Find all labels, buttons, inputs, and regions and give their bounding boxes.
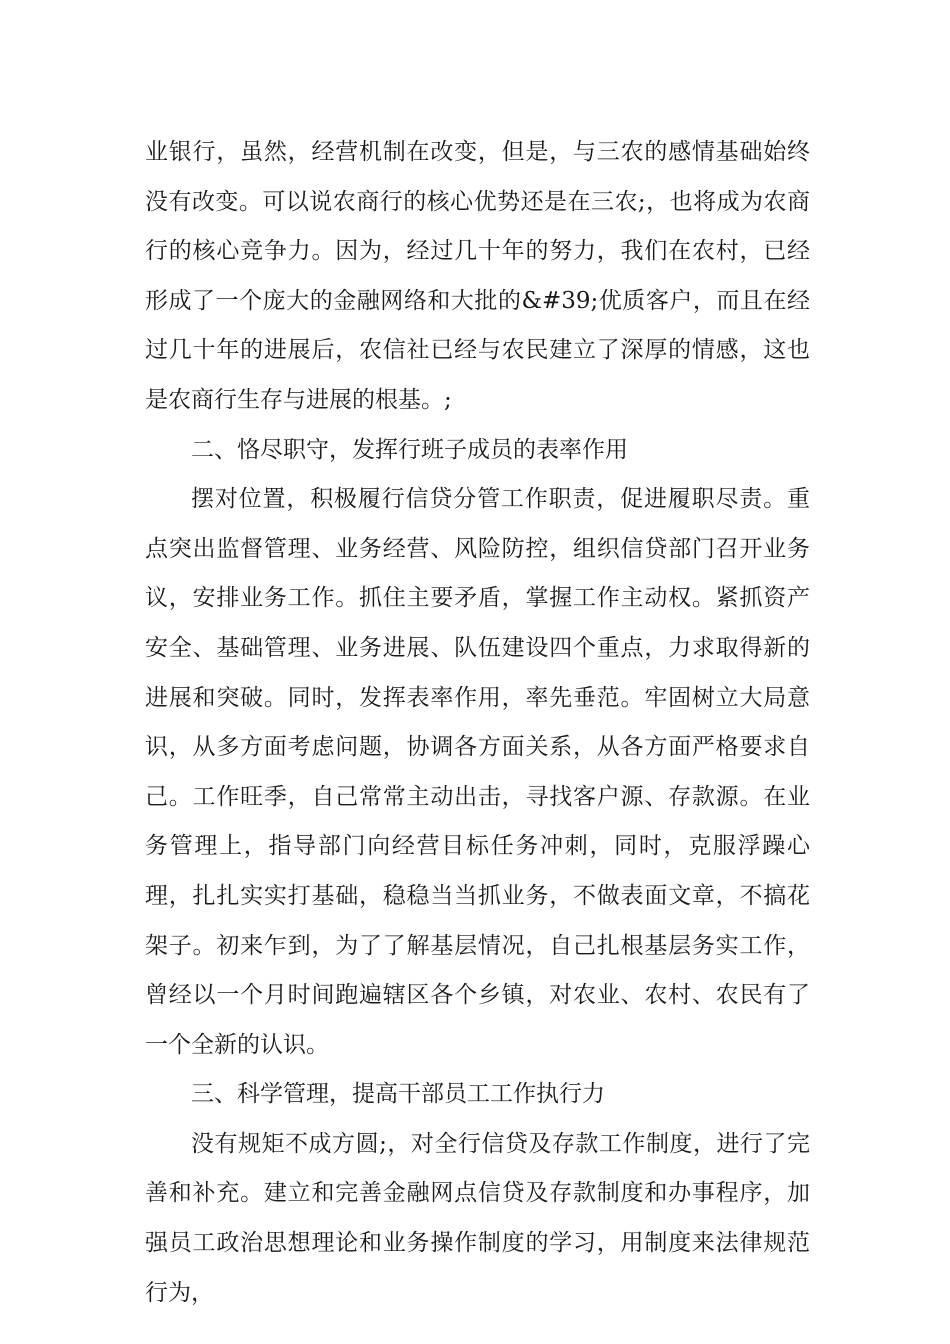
section-heading-2: 二、恪尽职守，发挥行班子成员的表率作用 xyxy=(191,436,628,463)
paragraph-duties: 摆对位置，积极履行信贷分管工作职责，促进履职尽责。重点突出监督管理、业务经营、风险防控，组织信贷部门召开业务议，安排业务工作。抓住主要矛盾，掌握工作主动权。紧抓资产安全、基础管理、业务进展、队伍建设四个重点，力求取得新的进展和突破。同时，发挥表率作用，率先垂范。牢固树立大局意识，从多方面考虑问题，协调各方面关系，从各方面严格要求自己。工作旺季，自己常常主动出击，寻找客户源、存款源。在业务管理上，指导部门向经营目标任务冲刺，同时，克服浮躁心理，扎扎实实打基础，稳稳当当抓业务，不做表面文章，不搞花架子。初来乍到，为了了解基层情况，自己扎根基层务实工作，曾经以一个月时间跑遍辖区各个乡镇，对农业、农村、农民有了一个全新的认识。 xyxy=(145,486,810,1058)
paragraph-continuation: 业银行，虽然，经营机制在改变，但是，与三农的感情基础始终没有改变。可以说农商行的核心优势还是在三农;，也将成为农商行的核心竞争力。因为，经过几十年的努力，我们在农村，已经形成了一个庞大的金融网络和大批的&#39;优质客户，而且在经过几十年的进展后，农信社已经与农民建立了深厚的情感，这也是农商行生存与进展的根基。; xyxy=(145,139,810,413)
section-heading-3: 三、科学管理，提高干部员工工作执行力 xyxy=(191,1081,605,1108)
document-body xyxy=(145,128,810,1318)
paragraph-management: 没有规矩不成方圆;，对全行信贷及存款工作制度，进行了完善和补充。建立和完善金融网点信贷及存款制度和办事程序，加强员工政治思想理论和业务操作制度的学习，用制度来法律规范行为， xyxy=(145,1130,810,1306)
